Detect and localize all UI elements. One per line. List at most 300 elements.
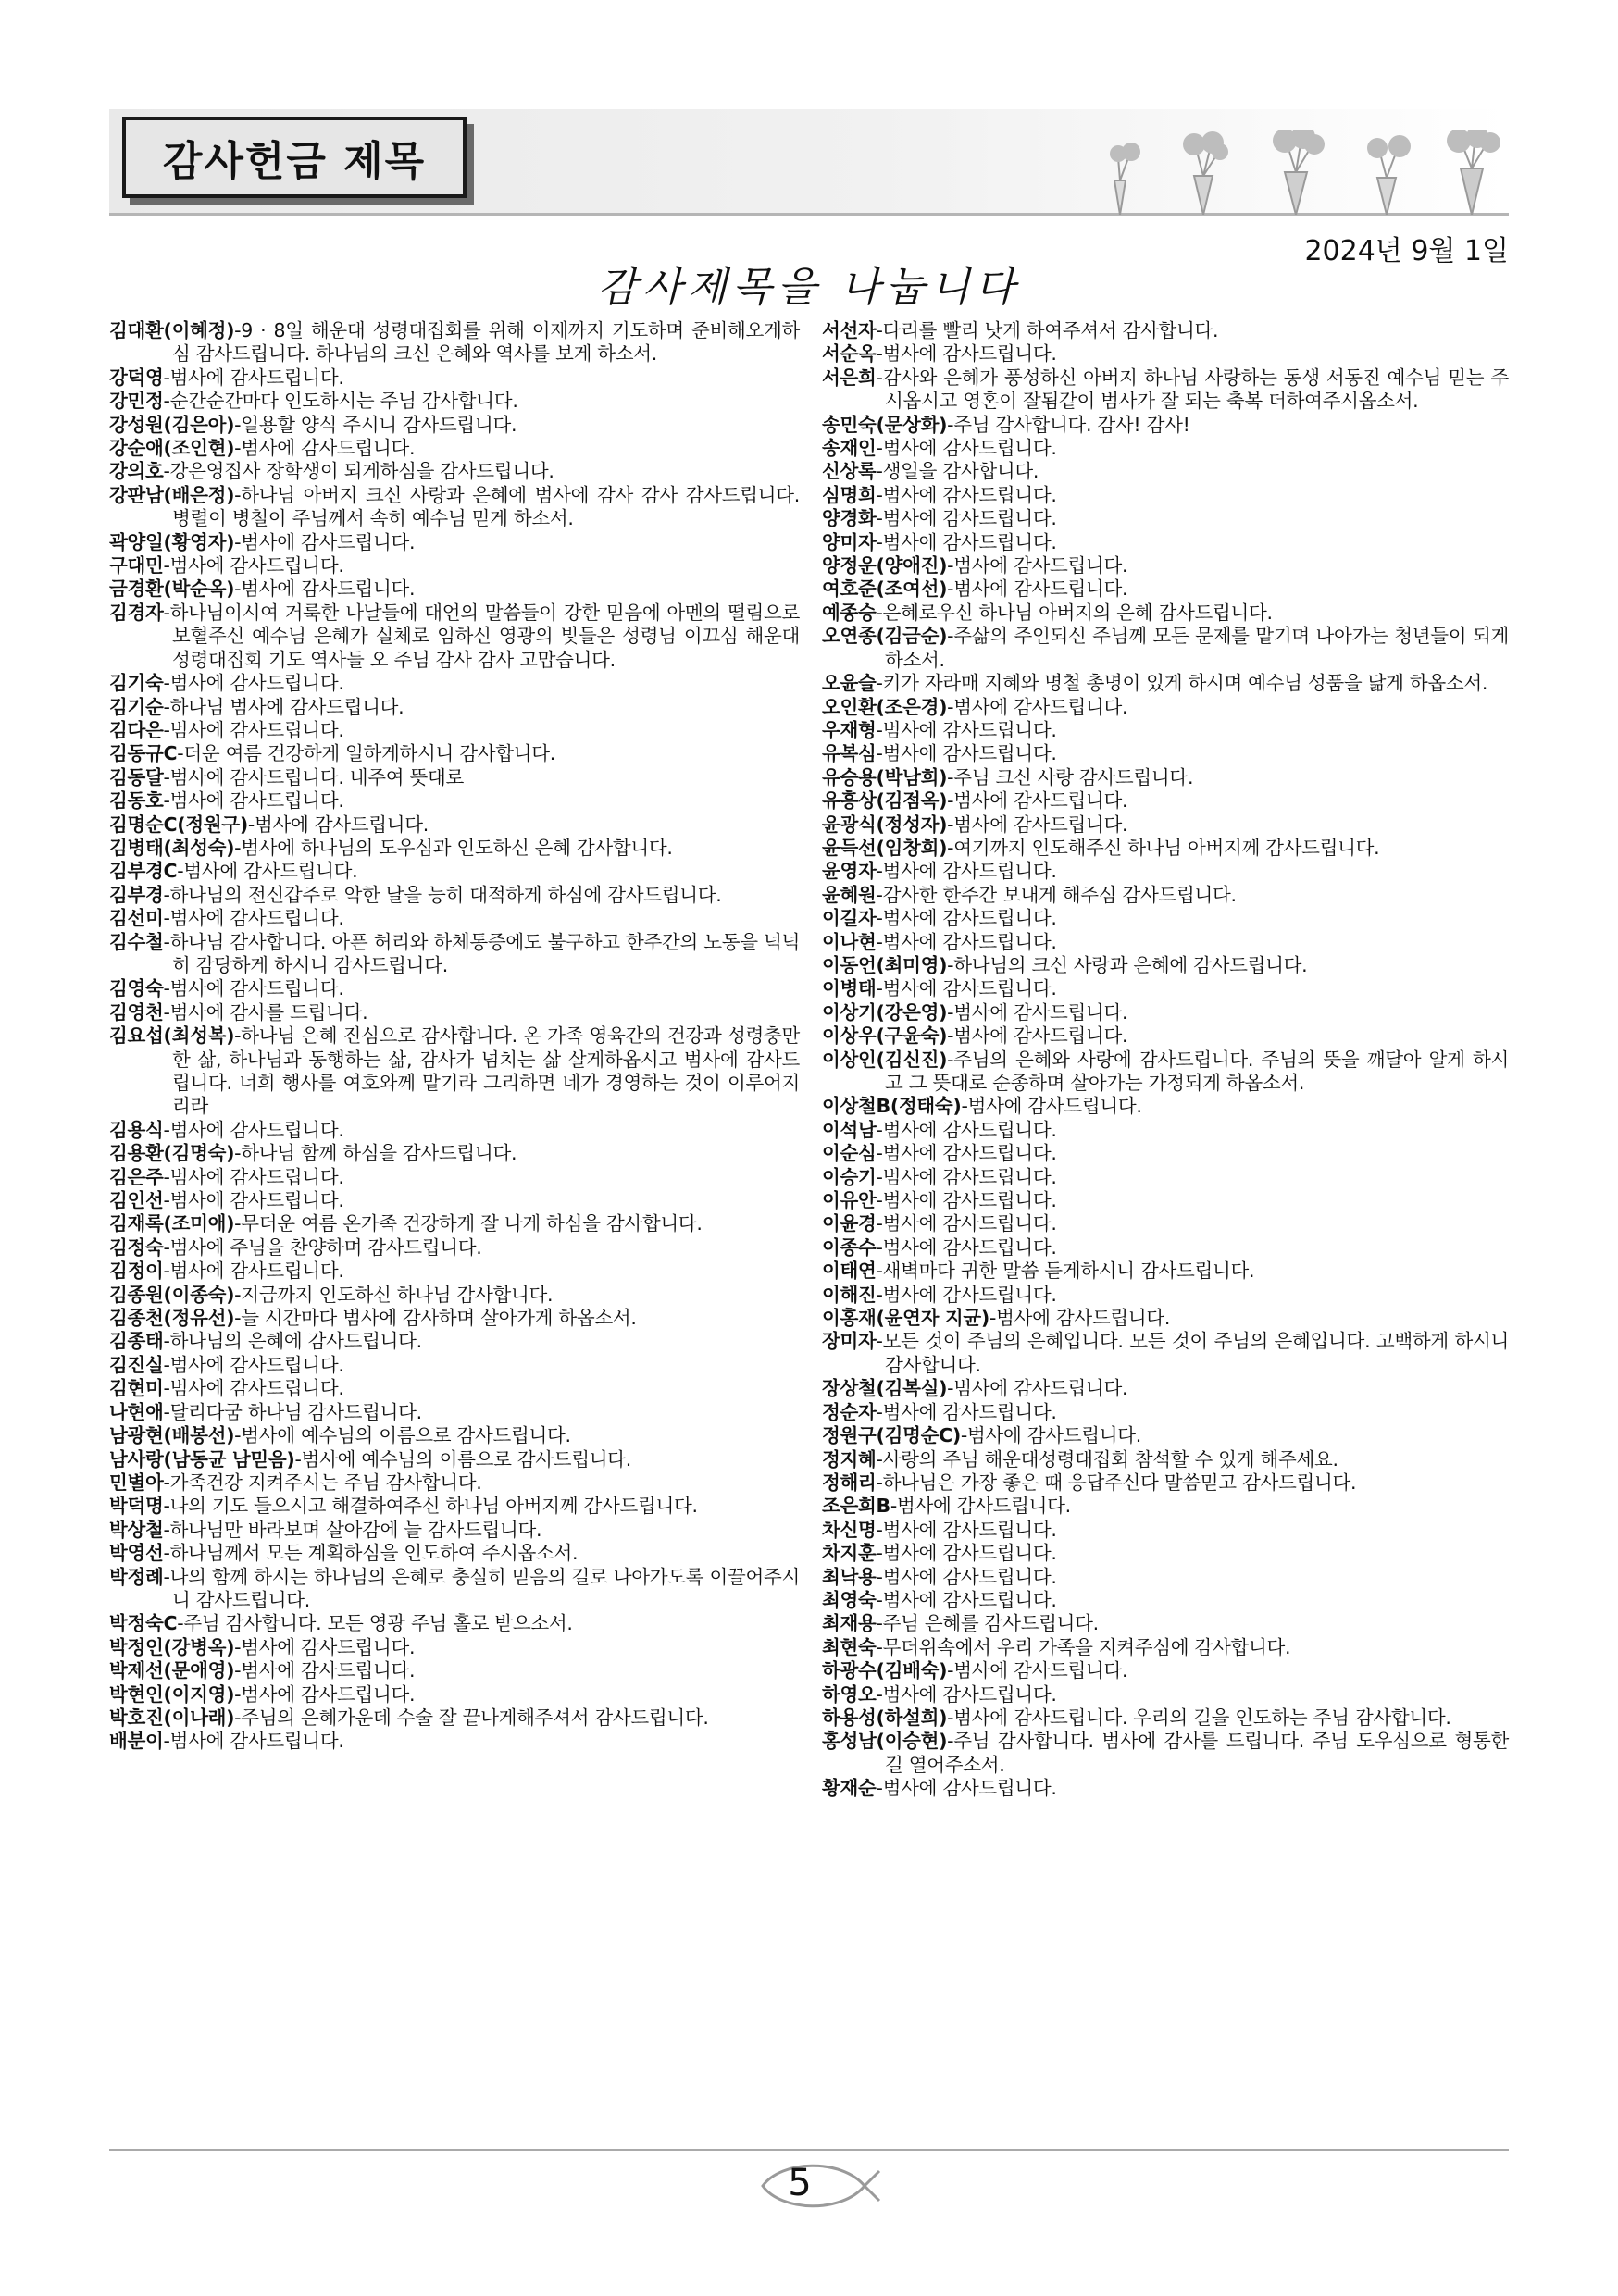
thanks-text: -범사에 감사드립니다. bbox=[234, 530, 416, 553]
thanks-entry bbox=[109, 484, 800, 531]
donor-name: 곽양일(황영자) bbox=[109, 530, 235, 553]
thanks-text: -범사에 감사드립니다. bbox=[234, 1635, 416, 1658]
thanks-text: -범사에 감사드립니다. bbox=[876, 1565, 1057, 1588]
donor-name: 여호준(조여선) bbox=[822, 577, 948, 601]
thanks-entry bbox=[822, 719, 1509, 742]
thanks-entry bbox=[822, 1730, 1509, 1777]
thanks-text: -범사에 감사드립니다. bbox=[234, 577, 416, 601]
thanks-entry bbox=[822, 837, 1509, 860]
thanks-entry bbox=[109, 1659, 800, 1682]
thanks-text: -범사에 감사드립니다. bbox=[163, 977, 344, 1000]
thanks-text: -9 · 8일 해운대 성령대집회를 위해 이제까지 기도하며 준비해오게하심 감사드립니다. 하나님의 크신 은혜와 역사를 보게 하소서. bbox=[172, 319, 800, 366]
thanks-entry bbox=[822, 531, 1509, 554]
donor-name: 김경자 bbox=[109, 601, 164, 624]
right-column bbox=[822, 319, 1509, 1801]
donor-name: 김기숙 bbox=[109, 672, 164, 695]
donor-name: 김다은 bbox=[109, 718, 164, 741]
thanks-entry bbox=[822, 625, 1509, 672]
donor-name: 김종천(정유선) bbox=[109, 1307, 235, 1330]
donor-name: 유승용(박남희) bbox=[822, 765, 948, 788]
donor-name: 최재용 bbox=[822, 1612, 877, 1635]
thanks-text: -하나님만 바라보며 살아감에 늘 감사드립니다. bbox=[163, 1518, 542, 1541]
thanks-entry bbox=[109, 1730, 800, 1753]
thanks-entry bbox=[822, 319, 1509, 342]
thanks-entry bbox=[109, 460, 800, 483]
thanks-entry bbox=[109, 366, 800, 390]
thanks-entry bbox=[109, 1448, 800, 1471]
donor-name: 김수철 bbox=[109, 930, 164, 953]
thanks-text: -하나님이시여 거룩한 나날들에 대언의 말씀들이 강한 믿음에 아멘의 떨림으로 보혈주신 예수님 은혜가 실체로 임하신 영광의 빛들은 성령님 이끄심 해운대성령대집회 기도 역사들 오 주님 감사 감사 고맙습니다. bbox=[163, 601, 800, 671]
donor-name: 김동달 bbox=[109, 765, 164, 788]
thanks-text: -주님 은혜를 감사드립니다. bbox=[876, 1612, 1099, 1635]
thanks-text: -하나님 함께 하심을 감사드립니다. bbox=[234, 1142, 517, 1165]
flower-vases-image bbox=[1092, 130, 1509, 215]
donor-name: 이나현 bbox=[822, 930, 877, 953]
thanks-entry bbox=[822, 860, 1509, 883]
thanks-text: -감사와 은혜가 풍성하신 아버지 하나님 사랑하는 동생 서동진 예수님 믿는 주시옵시고 영혼이 잘됨같이 범사가 잘 되는 축복 더하여주시옵소서. bbox=[876, 366, 1509, 413]
thanks-entry bbox=[822, 1095, 1509, 1118]
thanks-text: -범사에 감사드립니다. bbox=[947, 1000, 1128, 1024]
thanks-text: -범사에 감사드립니다. bbox=[876, 1588, 1057, 1611]
donor-name: 이병태 bbox=[822, 977, 877, 1000]
donor-name: 이상기(강은영) bbox=[822, 1000, 948, 1024]
donor-name: 송민숙(문상화) bbox=[822, 413, 948, 436]
donor-name: 이유안 bbox=[822, 1189, 877, 1212]
thanks-text: -가족건강 지켜주시는 주님 감사합니다. bbox=[163, 1471, 482, 1494]
donor-name: 강순애(조인현) bbox=[109, 437, 235, 460]
thanks-text: -범사에 감사드립니다. bbox=[163, 1730, 344, 1753]
thanks-entry bbox=[109, 414, 800, 437]
thanks-text: -범사에 감사드립니다. bbox=[876, 1212, 1057, 1235]
thanks-text: -범사에 감사드립니다. bbox=[163, 366, 344, 389]
thanks-entry bbox=[822, 342, 1509, 366]
donor-name: 양경화 bbox=[822, 507, 877, 530]
donor-name: 김용환(김명숙) bbox=[109, 1142, 235, 1165]
thanks-text: -하나님 아버지 크신 사랑과 은혜에 범사에 감사 감사 감사드립니다. 병렬이 병철이 주님께서 속히 예수님 믿게 하소서. bbox=[172, 483, 800, 530]
page-number: 5 bbox=[788, 2162, 812, 2204]
donor-name: 박제선(문애영) bbox=[109, 1659, 235, 1682]
thanks-entry bbox=[822, 742, 1509, 765]
thanks-entry bbox=[109, 1471, 800, 1495]
thanks-entry bbox=[822, 1236, 1509, 1260]
thanks-text: -범사에 감사드립니다. bbox=[876, 342, 1057, 366]
donor-name: 강덕영 bbox=[109, 366, 164, 389]
thanks-entry bbox=[822, 1495, 1509, 1518]
thanks-entry bbox=[109, 1284, 800, 1307]
thanks-text: -범사에 감사드립니다. bbox=[876, 742, 1057, 765]
thanks-text: -범사에 감사드립니다. bbox=[960, 1424, 1141, 1447]
thanks-entry bbox=[822, 1542, 1509, 1565]
thanks-entry bbox=[109, 390, 800, 413]
thanks-text: -범사에 감사드립니다. bbox=[876, 1400, 1057, 1423]
thanks-entry bbox=[109, 1024, 800, 1119]
donor-name: 박현인(이지영) bbox=[109, 1682, 235, 1706]
thanks-text: -범사에 감사드립니다. 내주여 뜻대로 bbox=[163, 765, 465, 788]
donor-name: 이순심 bbox=[822, 1142, 877, 1165]
thanks-text: -범사에 감사드립니다. bbox=[163, 554, 344, 577]
donor-name: 심명희 bbox=[822, 483, 877, 506]
thanks-entry bbox=[822, 766, 1509, 789]
thanks-entry bbox=[109, 1142, 800, 1165]
left-column bbox=[109, 319, 800, 1754]
thanks-text: -범사에 감사드립니다. bbox=[163, 789, 344, 813]
thanks-entry bbox=[109, 1212, 800, 1235]
thanks-entry bbox=[109, 789, 800, 813]
thanks-text: -하나님의 은혜에 감사드립니다. bbox=[163, 1330, 422, 1353]
thanks-entry bbox=[109, 1683, 800, 1706]
thanks-text: -무더운 여름 온가족 건강하게 잘 나게 하심을 감사합니다. bbox=[234, 1212, 703, 1235]
thanks-entry bbox=[109, 884, 800, 907]
donor-name: 김부경C bbox=[109, 860, 178, 883]
thanks-text: -여기까지 인도해주신 하나님 아버지께 감사드립니다. bbox=[947, 836, 1380, 859]
donor-name: 이승기 bbox=[822, 1165, 877, 1188]
thanks-text: -범사에 감사드립니다. bbox=[876, 1165, 1057, 1188]
thanks-entry bbox=[109, 1542, 800, 1565]
donor-name: 장상철(김복실) bbox=[822, 1377, 948, 1400]
thanks-text: -주님 감사합니다. 모든 영광 주님 홀로 받으소서. bbox=[177, 1612, 573, 1635]
thanks-entry bbox=[109, 577, 800, 601]
donor-name: 박정례 bbox=[109, 1565, 164, 1588]
donor-name: 윤영자 bbox=[822, 860, 877, 883]
donor-name: 강민정 bbox=[109, 390, 164, 413]
thanks-entry bbox=[109, 602, 800, 672]
thanks-text: -범사에 감사드립니다. bbox=[247, 813, 429, 836]
thanks-entry bbox=[109, 1166, 800, 1189]
thanks-entry bbox=[109, 1636, 800, 1659]
donor-name: 금경환(박순옥) bbox=[109, 577, 235, 601]
donor-name: 유흥상(김점옥) bbox=[822, 789, 948, 813]
donor-name: 이윤경 bbox=[822, 1212, 877, 1235]
thanks-entry bbox=[822, 1659, 1509, 1682]
donor-name: 하용성(하설희) bbox=[822, 1706, 948, 1729]
donor-name: 정원구(김명순C) bbox=[822, 1424, 961, 1447]
donor-name: 김정이 bbox=[109, 1260, 164, 1283]
thanks-entry bbox=[109, 1519, 800, 1542]
donor-name: 서선자 bbox=[822, 319, 877, 341]
thanks-entry bbox=[109, 437, 800, 460]
thanks-entry bbox=[109, 1566, 800, 1613]
thanks-entry bbox=[109, 1377, 800, 1400]
thanks-text: -범사에 감사드립니다. bbox=[876, 437, 1057, 460]
thanks-entry bbox=[109, 977, 800, 1000]
thanks-text: -모든 것이 주님의 은혜입니다. 모든 것이 주님의 은혜입니다. 고백하게 하시니 감사합니다. bbox=[876, 1330, 1509, 1376]
donor-name: 김대환(이혜정) bbox=[109, 319, 235, 341]
thanks-entry bbox=[822, 672, 1509, 695]
thanks-text: -다리를 빨리 낫게 하여주셔서 감사합니다. bbox=[876, 319, 1219, 341]
thanks-text: -하나님 감사합니다. 아픈 허리와 하체통증에도 불구하고 한주간의 노동을 넉넉히 감당하게 하시니 감사드립니다. bbox=[163, 930, 800, 976]
donor-name: 김부경 bbox=[109, 883, 164, 906]
donor-name: 정지혜 bbox=[822, 1447, 877, 1471]
donor-name: 이상철B(정태숙) bbox=[822, 1095, 962, 1118]
thanks-entry bbox=[822, 1612, 1509, 1635]
donor-name: 김재록(조미애) bbox=[109, 1212, 235, 1235]
thanks-entry bbox=[822, 1683, 1509, 1706]
thanks-entry bbox=[109, 696, 800, 719]
thanks-entry bbox=[109, 1001, 800, 1024]
thanks-text: -범사에 감사드립니다. bbox=[876, 530, 1057, 553]
donor-name: 조은희B bbox=[822, 1495, 890, 1518]
thanks-entry bbox=[109, 1424, 800, 1447]
donor-name: 최영숙 bbox=[822, 1588, 877, 1611]
thanks-text: -범사에 감사드립니다. bbox=[876, 1118, 1057, 1141]
thanks-entry bbox=[109, 1354, 800, 1377]
donor-name: 김현미 bbox=[109, 1377, 164, 1400]
donor-name: 정해리 bbox=[822, 1471, 877, 1494]
donor-name: 신상록 bbox=[822, 460, 877, 483]
thanks-entry bbox=[109, 531, 800, 554]
thanks-text: -범사에 감사드립니다. bbox=[947, 813, 1128, 836]
thanks-text: -은혜로우신 하나님 아버지의 은혜 감사드립니다. bbox=[876, 601, 1273, 624]
thanks-entry bbox=[822, 1189, 1509, 1212]
thanks-text: -범사에 감사드립니다. bbox=[876, 1235, 1057, 1259]
thanks-text: -감사한 한주간 보내게 해주심 감사드립니다. bbox=[876, 883, 1237, 906]
thanks-entry bbox=[822, 1589, 1509, 1612]
thanks-entry bbox=[109, 672, 800, 695]
thanks-entry bbox=[109, 1307, 800, 1330]
donor-name: 박영선 bbox=[109, 1542, 164, 1565]
donor-name: 이태연 bbox=[822, 1260, 877, 1283]
thanks-entry bbox=[109, 907, 800, 930]
thanks-entry bbox=[822, 1777, 1509, 1800]
thanks-entry bbox=[822, 1024, 1509, 1048]
thanks-text: -범사에 감사드립니다. bbox=[163, 1377, 344, 1400]
footer-rule bbox=[109, 2149, 1509, 2151]
thanks-entry bbox=[822, 813, 1509, 837]
thanks-entry bbox=[822, 1049, 1509, 1096]
thanks-text: -범사에 감사드립니다. bbox=[947, 1659, 1128, 1682]
thanks-entry bbox=[109, 1119, 800, 1142]
donor-name: 윤득선(임창희) bbox=[822, 836, 948, 859]
thanks-text: -범사에 감사드립니다. bbox=[876, 907, 1057, 930]
thanks-entry bbox=[822, 1424, 1509, 1447]
thanks-entry bbox=[822, 484, 1509, 507]
issue-date: 2024년 9월 1일 bbox=[1304, 235, 1509, 267]
thanks-text: -범사에 감사드립니다. bbox=[947, 789, 1128, 813]
donor-name: 박호진(이나래) bbox=[109, 1706, 235, 1729]
donor-name: 김용식 bbox=[109, 1118, 164, 1141]
thanks-text: -범사에 감사드립니다. bbox=[961, 1095, 1142, 1118]
thanks-text: -범사에 감사드립니다. bbox=[947, 577, 1128, 601]
thanks-text: -범사에 감사드립니다. bbox=[876, 507, 1057, 530]
thanks-entry bbox=[109, 1260, 800, 1283]
thanks-entry bbox=[109, 860, 800, 883]
thanks-text: -범사에 예수님의 이름으로 감사드립니다. bbox=[234, 1424, 571, 1447]
thanks-text: -키가 자라매 지혜와 명철 총명이 있게 하시며 예수님 성품을 닮게 하옵소서. bbox=[876, 672, 1488, 695]
thanks-text: -범사에 감사드립니다. bbox=[234, 1682, 416, 1706]
thanks-text: -사랑의 주님 해운대성령대집회 참석할 수 있게 해주세요. bbox=[876, 1447, 1338, 1471]
donor-name: 서순옥 bbox=[822, 342, 877, 366]
thanks-entry bbox=[822, 1636, 1509, 1659]
thanks-text: -범사에 감사드립니다. bbox=[876, 718, 1057, 741]
donor-name: 남사랑(남동균 남믿음) bbox=[109, 1447, 295, 1471]
donor-name: 남광현(배봉선) bbox=[109, 1424, 235, 1447]
thanks-entry bbox=[822, 907, 1509, 930]
thanks-entry bbox=[822, 366, 1509, 414]
donor-name: 이상우(구윤숙) bbox=[822, 1024, 948, 1048]
thanks-text: -더운 여름 건강하게 일하게하시니 감사합니다. bbox=[177, 742, 556, 765]
thanks-entry bbox=[822, 1307, 1509, 1330]
donor-name: 김진실 bbox=[109, 1353, 164, 1376]
thanks-entry bbox=[822, 931, 1509, 954]
thanks-entry bbox=[109, 1236, 800, 1260]
thanks-text: -범사에 감사드립니다. bbox=[876, 1189, 1057, 1212]
thanks-text: -범사에 감사드립니다. bbox=[876, 1777, 1057, 1800]
thanks-entry bbox=[109, 1330, 800, 1353]
thanks-entry bbox=[822, 1401, 1509, 1424]
thanks-text: -나의 함께 하시는 하나님의 은혜로 충실히 믿음의 길로 나아가도록 이끌어주시니 감사드립니다. bbox=[163, 1565, 800, 1611]
donor-name: 강성원(김은아) bbox=[109, 413, 235, 436]
donor-name: 황재순 bbox=[822, 1777, 877, 1800]
thanks-entry bbox=[822, 602, 1509, 625]
thanks-entry bbox=[109, 931, 800, 978]
thanks-entry bbox=[822, 1212, 1509, 1235]
thanks-entry bbox=[109, 1189, 800, 1212]
donor-name: 김영천 bbox=[109, 1000, 164, 1024]
thanks-text: -주님 감사합니다. 감사! 감사! bbox=[947, 413, 1190, 436]
thanks-text: -하나님 은혜 진심으로 감사합니다. 온 가족 영육간의 건강과 성령충만한 삶, 하나님과 동행하는 삶, 감사가 넘치는 삶 살게하옵시고 범사에 감사드립니다. 너희 행사를 여호와께 맡기라 그리하면 네가 경영하는 것이 이루어지리라 bbox=[172, 1024, 800, 1118]
donor-name: 박상철 bbox=[109, 1518, 164, 1541]
thanks-entry bbox=[822, 954, 1509, 977]
thanks-text: -하나님의 크신 사랑과 은혜에 감사드립니다. bbox=[947, 953, 1308, 976]
donor-name: 박덕명 bbox=[109, 1495, 164, 1518]
thanks-text: -범사에 주님을 찬양하며 감사드립니다. bbox=[163, 1235, 482, 1259]
donor-name: 이동언(최미영) bbox=[822, 953, 948, 976]
thanks-entry bbox=[109, 837, 800, 860]
thanks-entry bbox=[822, 1001, 1509, 1024]
thanks-text: -범사에 감사드립니다. bbox=[876, 1682, 1057, 1706]
donor-name: 김은주 bbox=[109, 1165, 164, 1188]
thanks-text: -나의 기도 들으시고 해결하여주신 하나님 아버지께 감사드립니다. bbox=[163, 1495, 698, 1518]
thanks-text: -범사에 감사드립니다. 우리의 길을 인도하는 주님 감사합니다. bbox=[947, 1706, 1451, 1729]
donor-name: 김정숙 bbox=[109, 1235, 164, 1259]
donor-name: 우재형 bbox=[822, 718, 877, 741]
thanks-text: -범사에 감사드립니다. bbox=[876, 1283, 1057, 1306]
thanks-entry bbox=[109, 319, 800, 366]
thanks-text: -주님 감사합니다. 범사에 감사를 드립니다. 주님 도우심으로 형통한 길 열어주소서. bbox=[885, 1730, 1509, 1776]
thanks-text: -순간순간마다 인도하시는 주님 감사합니다. bbox=[163, 390, 518, 413]
donor-name: 최현숙 bbox=[822, 1635, 877, 1658]
thanks-text: -범사에 감사드립니다. bbox=[890, 1495, 1071, 1518]
thanks-text: -범사에 감사드립니다. bbox=[876, 1142, 1057, 1165]
donor-name: 차지훈 bbox=[822, 1542, 877, 1565]
thanks-text: -범사에 감사드립니다. bbox=[876, 483, 1057, 506]
donor-name: 김동규C bbox=[109, 742, 178, 765]
thanks-text: -범사에 감사드립니다. bbox=[163, 1118, 344, 1141]
donor-name: 김기순 bbox=[109, 695, 164, 718]
header-title-box bbox=[122, 117, 467, 198]
donor-name: 윤광식(정성자) bbox=[822, 813, 948, 836]
thanks-entry bbox=[822, 1471, 1509, 1495]
donor-name: 오인환(조은경) bbox=[822, 695, 948, 718]
thanks-text: -범사에 감사드립니다. bbox=[234, 437, 416, 460]
thanks-entry bbox=[109, 1612, 800, 1635]
thanks-text: -하나님 범사에 감사드립니다. bbox=[163, 695, 404, 718]
thanks-entry bbox=[822, 1142, 1509, 1165]
donor-name: 이종수 bbox=[822, 1235, 877, 1259]
donor-name: 하광수(김배숙) bbox=[822, 1659, 948, 1682]
thanks-text: -범사에 감사드립니다. bbox=[989, 1307, 1171, 1330]
thanks-entry bbox=[822, 437, 1509, 460]
thanks-text: -늘 시간마다 범사에 감사하며 살아가게 하옵소서. bbox=[234, 1307, 637, 1330]
thanks-entry bbox=[109, 1706, 800, 1730]
donor-name: 하영오 bbox=[822, 1682, 877, 1706]
donor-name: 이상인(김신진) bbox=[822, 1048, 948, 1071]
thanks-entry bbox=[109, 1495, 800, 1518]
donor-name: 이석남 bbox=[822, 1118, 877, 1141]
thanks-text: -새벽마다 귀한 말씀 듣게하시니 감사드립니다. bbox=[876, 1260, 1255, 1283]
thanks-entry bbox=[822, 1519, 1509, 1542]
thanks-text: -범사에 감사드립니다. bbox=[163, 907, 344, 930]
donor-name: 민별아 bbox=[109, 1471, 164, 1494]
thanks-text: -범사에 감사드립니다. bbox=[876, 930, 1057, 953]
thanks-entry bbox=[822, 1566, 1509, 1589]
donor-name: 양미자 bbox=[822, 530, 877, 553]
donor-name: 예종승 bbox=[822, 601, 877, 624]
thanks-entry bbox=[822, 1166, 1509, 1189]
thanks-text: -범사에 감사드립니다. bbox=[163, 1165, 344, 1188]
thanks-text: -범사에 감사를 드립니다. bbox=[163, 1000, 368, 1024]
thanks-entry bbox=[822, 460, 1509, 483]
donor-name: 송재인 bbox=[822, 437, 877, 460]
donor-name: 김요섭(최성복) bbox=[109, 1024, 235, 1048]
donor-name: 김병태(최성숙) bbox=[109, 836, 235, 859]
thanks-entry bbox=[822, 1448, 1509, 1471]
thanks-entry bbox=[822, 1119, 1509, 1142]
donor-name: 정순자 bbox=[822, 1400, 877, 1423]
thanks-entry bbox=[109, 719, 800, 742]
thanks-text: -하나님께서 모든 계획하심을 인도하여 주시옵소서. bbox=[163, 1542, 579, 1565]
thanks-text: -범사에 감사드립니다. bbox=[876, 977, 1057, 1000]
donor-name: 김종원(이종숙) bbox=[109, 1283, 235, 1306]
thanks-entry bbox=[822, 554, 1509, 577]
thanks-entry bbox=[109, 554, 800, 577]
thanks-entry bbox=[822, 789, 1509, 813]
donor-name: 강의호 bbox=[109, 460, 164, 483]
thanks-text: -주님 크신 사랑 감사드립니다. bbox=[947, 765, 1194, 788]
thanks-entry bbox=[109, 1401, 800, 1424]
donor-name: 김선미 bbox=[109, 907, 164, 930]
donor-name: 홍성남(이승현) bbox=[822, 1730, 948, 1753]
donor-name: 김영숙 bbox=[109, 977, 164, 1000]
thanks-entry bbox=[109, 813, 800, 837]
page-title: 감사헌금 제목 bbox=[162, 138, 427, 185]
thanks-text: -범사에 감사드립니다. bbox=[947, 695, 1128, 718]
donor-name: 오윤슬 bbox=[822, 672, 877, 695]
thanks-text: -범사에 감사드립니다. bbox=[876, 1518, 1057, 1541]
donor-name: 이길자 bbox=[822, 907, 877, 930]
thanks-entry bbox=[822, 1330, 1509, 1377]
thanks-text: -하나님의 전신갑주로 악한 날을 능히 대적하게 하심에 감사드립니다. bbox=[163, 883, 722, 906]
thanks-text: -일용할 양식 주시니 감사드립니다. bbox=[234, 413, 517, 436]
thanks-text: -주삶의 주인되신 주님께 모든 문제를 맡기며 나아가는 청년들이 되게 하소서. bbox=[885, 625, 1509, 671]
thanks-text: -범사에 감사드립니다. bbox=[163, 1189, 344, 1212]
thanks-text: -범사에 감사드립니다. bbox=[163, 1260, 344, 1283]
thanks-entry bbox=[822, 1706, 1509, 1730]
thanks-entry bbox=[822, 1377, 1509, 1400]
thanks-text: -범사에 감사드립니다. bbox=[234, 1659, 416, 1682]
thanks-text: -범사에 감사드립니다. bbox=[876, 860, 1057, 883]
donor-name: 김동호 bbox=[109, 789, 164, 813]
thanks-entry bbox=[822, 884, 1509, 907]
thanks-text: -강은영집사 장학생이 되게하심을 감사드립니다. bbox=[163, 460, 554, 483]
donor-name: 윤혜원 bbox=[822, 883, 877, 906]
thanks-text: -범사에 감사드립니다. bbox=[163, 1353, 344, 1376]
thanks-text: -하나님은 가장 좋은 때 응답주신다 말씀믿고 감사드립니다. bbox=[876, 1471, 1357, 1494]
donor-name: 구대민 bbox=[109, 554, 164, 577]
thanks-entry bbox=[822, 696, 1509, 719]
donor-name: 이홍재(윤연자 지균) bbox=[822, 1307, 989, 1330]
thanks-text: -생일을 감사합니다. bbox=[876, 460, 1039, 483]
